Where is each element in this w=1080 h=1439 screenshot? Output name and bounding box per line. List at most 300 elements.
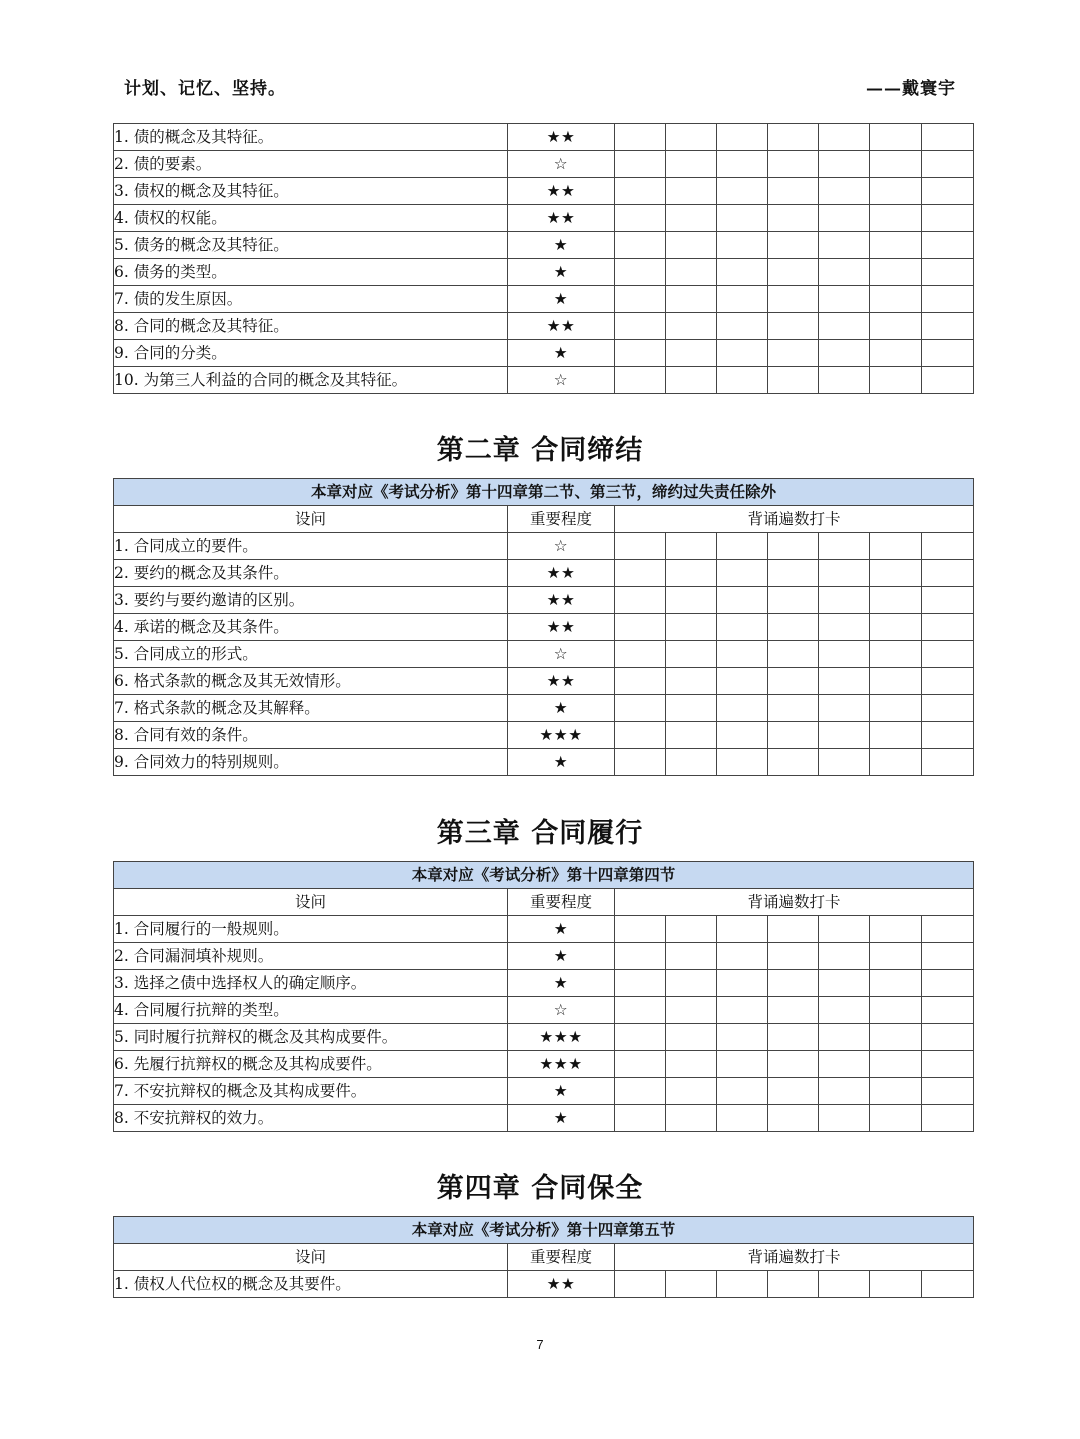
checkin-box[interactable] bbox=[922, 668, 974, 695]
table-row bbox=[114, 970, 974, 997]
checkin-box[interactable] bbox=[819, 232, 870, 259]
checkin-box[interactable] bbox=[819, 178, 870, 205]
header-motto: 计划、记忆、坚持。 bbox=[124, 79, 286, 99]
checkin-box[interactable] bbox=[870, 124, 922, 151]
checkin-box[interactable] bbox=[666, 916, 717, 943]
checkin-box[interactable] bbox=[870, 641, 922, 668]
checkin-box[interactable] bbox=[717, 1078, 768, 1105]
question-cell: 10. 为第三人利益的合同的概念及其特征。 bbox=[114, 367, 508, 394]
checkin-box[interactable] bbox=[819, 367, 870, 394]
checkin-box[interactable] bbox=[870, 1078, 922, 1105]
checkin-box[interactable] bbox=[666, 943, 717, 970]
checkin-box[interactable] bbox=[819, 560, 870, 587]
checkin-box[interactable] bbox=[768, 749, 819, 776]
section-banner-row bbox=[114, 479, 974, 506]
checkin-box[interactable] bbox=[666, 286, 717, 313]
checkin-box[interactable] bbox=[922, 695, 974, 722]
checkin-box[interactable] bbox=[615, 587, 666, 614]
checkin-box[interactable] bbox=[819, 970, 870, 997]
checkin-column-header: 背诵遍数打卡 bbox=[615, 506, 974, 533]
importance-stars: ★★ bbox=[508, 668, 615, 695]
question-cell: 3. 债权的概念及其特征。 bbox=[114, 178, 508, 205]
importance-stars: ☆ bbox=[508, 151, 615, 178]
checkin-box[interactable] bbox=[922, 614, 974, 641]
checkin-box[interactable] bbox=[922, 1078, 974, 1105]
chapter-title: 第四章 合同保全 bbox=[436, 1173, 644, 1204]
table-row bbox=[114, 668, 974, 695]
table-row bbox=[114, 259, 974, 286]
checkin-box[interactable] bbox=[615, 916, 666, 943]
question-column-header: 设问 bbox=[114, 506, 508, 533]
checkin-box[interactable] bbox=[819, 1051, 870, 1078]
checkin-box[interactable] bbox=[819, 1078, 870, 1105]
importance-stars: ★★ bbox=[508, 560, 615, 587]
checkin-box[interactable] bbox=[615, 695, 666, 722]
checkin-box[interactable] bbox=[768, 367, 819, 394]
importance-stars: ☆ bbox=[508, 641, 615, 668]
checkin-box[interactable] bbox=[768, 124, 819, 151]
question-cell: 7. 格式条款的概念及其解释。 bbox=[114, 695, 508, 722]
importance-stars: ★ bbox=[508, 916, 615, 943]
checkin-box[interactable] bbox=[870, 1024, 922, 1051]
checkin-box[interactable] bbox=[922, 533, 974, 560]
importance-stars: ★ bbox=[508, 749, 615, 776]
checkin-box[interactable] bbox=[666, 205, 717, 232]
checkin-box[interactable] bbox=[717, 232, 768, 259]
checkin-box[interactable] bbox=[768, 695, 819, 722]
checkin-box[interactable] bbox=[615, 614, 666, 641]
question-cell: 8. 合同的概念及其特征。 bbox=[114, 313, 508, 340]
table-row bbox=[114, 232, 974, 259]
section-banner: 本章对应《考试分析》第十四章第四节 bbox=[114, 862, 974, 889]
checkin-box[interactable] bbox=[615, 340, 666, 367]
checkin-box[interactable] bbox=[717, 722, 768, 749]
checkin-box[interactable] bbox=[666, 668, 717, 695]
checkin-box[interactable] bbox=[768, 668, 819, 695]
checkin-box[interactable] bbox=[717, 178, 768, 205]
page-number: 7 bbox=[536, 1337, 544, 1352]
checkin-box[interactable] bbox=[870, 205, 922, 232]
table-row bbox=[114, 722, 974, 749]
checkin-box[interactable] bbox=[819, 151, 870, 178]
checkin-box[interactable] bbox=[870, 916, 922, 943]
checkin-box[interactable] bbox=[615, 1024, 666, 1051]
checkin-box[interactable] bbox=[666, 560, 717, 587]
checkin-box[interactable] bbox=[819, 695, 870, 722]
checkin-box[interactable] bbox=[819, 205, 870, 232]
checkin-box[interactable] bbox=[870, 614, 922, 641]
checkin-box[interactable] bbox=[666, 1051, 717, 1078]
checkin-box[interactable] bbox=[819, 259, 870, 286]
checkin-box[interactable] bbox=[717, 313, 768, 340]
checkin-box[interactable] bbox=[615, 1051, 666, 1078]
checkin-box[interactable] bbox=[870, 232, 922, 259]
checkin-column-header: 背诵遍数打卡 bbox=[615, 1244, 974, 1271]
checkin-box[interactable] bbox=[768, 1051, 819, 1078]
checkin-box[interactable] bbox=[819, 340, 870, 367]
importance-stars: ★ bbox=[508, 259, 615, 286]
checkin-box[interactable] bbox=[666, 151, 717, 178]
checkin-box[interactable] bbox=[870, 1105, 922, 1132]
question-cell: 1. 债权人代位权的概念及其要件。 bbox=[114, 1271, 508, 1298]
checkin-box[interactable] bbox=[922, 313, 974, 340]
checkin-box[interactable] bbox=[870, 286, 922, 313]
table-row bbox=[114, 614, 974, 641]
table-row bbox=[114, 178, 974, 205]
column-header-row bbox=[114, 506, 974, 533]
checkin-box[interactable] bbox=[666, 1271, 717, 1298]
checkin-box[interactable] bbox=[666, 722, 717, 749]
checkin-box[interactable] bbox=[768, 722, 819, 749]
question-cell: 8. 合同有效的条件。 bbox=[114, 722, 508, 749]
checkin-box[interactable] bbox=[717, 641, 768, 668]
column-header-row bbox=[114, 1244, 974, 1271]
question-cell: 2. 合同漏洞填补规则。 bbox=[114, 943, 508, 970]
checkin-box[interactable] bbox=[666, 614, 717, 641]
importance-stars: ★★ bbox=[508, 124, 615, 151]
table-row bbox=[114, 205, 974, 232]
checkin-box[interactable] bbox=[666, 1024, 717, 1051]
importance-stars: ★★ bbox=[508, 587, 615, 614]
checkin-box[interactable] bbox=[819, 1271, 870, 1298]
importance-stars: ☆ bbox=[508, 367, 615, 394]
checkin-box[interactable] bbox=[666, 587, 717, 614]
checkin-box[interactable] bbox=[666, 232, 717, 259]
checkin-box[interactable] bbox=[615, 232, 666, 259]
checkin-box[interactable] bbox=[615, 668, 666, 695]
checkin-box[interactable] bbox=[870, 1051, 922, 1078]
checkin-box[interactable] bbox=[819, 943, 870, 970]
checkin-box[interactable] bbox=[666, 259, 717, 286]
checkin-box[interactable] bbox=[922, 1271, 974, 1298]
checkin-box[interactable] bbox=[615, 970, 666, 997]
checkin-box[interactable] bbox=[717, 367, 768, 394]
checkin-box[interactable] bbox=[666, 1078, 717, 1105]
checkin-box[interactable] bbox=[615, 560, 666, 587]
question-cell: 4. 承诺的概念及其条件。 bbox=[114, 614, 508, 641]
importance-column-header: 重要程度 bbox=[508, 506, 615, 533]
checkin-box[interactable] bbox=[666, 1105, 717, 1132]
question-cell: 4. 合同履行抗辩的类型。 bbox=[114, 997, 508, 1024]
checkin-box[interactable] bbox=[819, 124, 870, 151]
checkin-box[interactable] bbox=[768, 943, 819, 970]
checkin-box[interactable] bbox=[615, 1078, 666, 1105]
checkin-box[interactable] bbox=[922, 970, 974, 997]
section-banner-row bbox=[114, 862, 974, 889]
question-cell: 9. 合同效力的特别规则。 bbox=[114, 749, 508, 776]
question-cell: 9. 合同的分类。 bbox=[114, 340, 508, 367]
checkin-box[interactable] bbox=[615, 533, 666, 560]
checkin-box[interactable] bbox=[870, 367, 922, 394]
checkin-box[interactable] bbox=[615, 1105, 666, 1132]
checkin-box[interactable] bbox=[922, 1051, 974, 1078]
section-banner: 本章对应《考试分析》第十四章第五节 bbox=[114, 1217, 974, 1244]
importance-stars: ☆ bbox=[508, 533, 615, 560]
importance-stars: ★★ bbox=[508, 614, 615, 641]
checkin-box[interactable] bbox=[819, 668, 870, 695]
checkin-box[interactable] bbox=[922, 916, 974, 943]
checkin-box[interactable] bbox=[768, 587, 819, 614]
checkin-box[interactable] bbox=[717, 124, 768, 151]
checkin-box[interactable] bbox=[922, 943, 974, 970]
checkin-box[interactable] bbox=[922, 560, 974, 587]
importance-stars: ★ bbox=[508, 286, 615, 313]
checkin-box[interactable] bbox=[870, 313, 922, 340]
checkin-box[interactable] bbox=[615, 286, 666, 313]
table-row bbox=[114, 124, 974, 151]
checkin-box[interactable] bbox=[870, 178, 922, 205]
checkin-box[interactable] bbox=[922, 367, 974, 394]
checkin-box[interactable] bbox=[768, 533, 819, 560]
checkin-box[interactable] bbox=[768, 340, 819, 367]
checkin-box[interactable] bbox=[666, 340, 717, 367]
checkin-box[interactable] bbox=[922, 997, 974, 1024]
question-cell: 8. 不安抗辩权的效力。 bbox=[114, 1105, 508, 1132]
checkin-box[interactable] bbox=[717, 286, 768, 313]
table-row bbox=[114, 533, 974, 560]
checkin-box[interactable] bbox=[615, 1271, 666, 1298]
question-cell: 6. 债务的类型。 bbox=[114, 259, 508, 286]
checkin-box[interactable] bbox=[768, 178, 819, 205]
checkin-box[interactable] bbox=[717, 695, 768, 722]
checkin-box[interactable] bbox=[922, 722, 974, 749]
importance-stars: ★ bbox=[508, 1078, 615, 1105]
table-row bbox=[114, 286, 974, 313]
checkin-box[interactable] bbox=[819, 1024, 870, 1051]
checkin-box[interactable] bbox=[819, 313, 870, 340]
question-cell: 3. 选择之债中选择权人的确定顺序。 bbox=[114, 970, 508, 997]
checkin-box[interactable] bbox=[717, 749, 768, 776]
checkin-box[interactable] bbox=[768, 1078, 819, 1105]
checkin-box[interactable] bbox=[666, 695, 717, 722]
checkin-box[interactable] bbox=[819, 614, 870, 641]
checkin-box[interactable] bbox=[768, 205, 819, 232]
checkin-box[interactable] bbox=[922, 749, 974, 776]
checkin-box[interactable] bbox=[666, 533, 717, 560]
checkin-box[interactable] bbox=[870, 997, 922, 1024]
checkin-box[interactable] bbox=[870, 340, 922, 367]
table-row bbox=[114, 943, 974, 970]
checkin-box[interactable] bbox=[717, 259, 768, 286]
section-banner: 本章对应《考试分析》第十四章第二节、第三节，缔约过失责任除外 bbox=[114, 479, 974, 506]
checkin-box[interactable] bbox=[615, 151, 666, 178]
question-cell: 7. 不安抗辩权的概念及其构成要件。 bbox=[114, 1078, 508, 1105]
checkin-box[interactable] bbox=[870, 533, 922, 560]
checkin-box[interactable] bbox=[922, 151, 974, 178]
checkin-box[interactable] bbox=[615, 178, 666, 205]
study-plan-table bbox=[113, 861, 974, 1132]
checkin-box[interactable] bbox=[717, 1271, 768, 1298]
checkin-box[interactable] bbox=[922, 587, 974, 614]
checkin-box[interactable] bbox=[922, 259, 974, 286]
table-row bbox=[114, 1078, 974, 1105]
header-author: ——戴寰宇 bbox=[866, 79, 956, 99]
checkin-box[interactable] bbox=[819, 1105, 870, 1132]
checkin-box[interactable] bbox=[666, 367, 717, 394]
section-banner-row bbox=[114, 1217, 974, 1244]
checkin-box[interactable] bbox=[717, 1105, 768, 1132]
checkin-box[interactable] bbox=[717, 151, 768, 178]
question-cell: 1. 合同成立的要件。 bbox=[114, 533, 508, 560]
checkin-box[interactable] bbox=[615, 313, 666, 340]
importance-stars: ★★ bbox=[508, 1271, 615, 1298]
question-cell: 1. 合同履行的一般规则。 bbox=[114, 916, 508, 943]
checkin-box[interactable] bbox=[717, 533, 768, 560]
checkin-box[interactable] bbox=[717, 997, 768, 1024]
checkin-box[interactable] bbox=[819, 997, 870, 1024]
importance-stars: ★★ bbox=[508, 178, 615, 205]
checkin-box[interactable] bbox=[768, 286, 819, 313]
checkin-box[interactable] bbox=[615, 943, 666, 970]
question-column-header: 设问 bbox=[114, 1244, 508, 1271]
checkin-box[interactable] bbox=[615, 124, 666, 151]
question-cell: 4. 债权的权能。 bbox=[114, 205, 508, 232]
checkin-box[interactable] bbox=[922, 641, 974, 668]
checkin-box[interactable] bbox=[819, 749, 870, 776]
checkin-box[interactable] bbox=[666, 641, 717, 668]
checkin-box[interactable] bbox=[615, 367, 666, 394]
checkin-box[interactable] bbox=[870, 970, 922, 997]
checkin-box[interactable] bbox=[870, 749, 922, 776]
study-plan-table bbox=[113, 123, 974, 394]
checkin-box[interactable] bbox=[819, 533, 870, 560]
checkin-box[interactable] bbox=[768, 151, 819, 178]
checkin-box[interactable] bbox=[922, 232, 974, 259]
checkin-box[interactable] bbox=[717, 587, 768, 614]
question-cell: 5. 合同成立的形式。 bbox=[114, 641, 508, 668]
question-cell: 3. 要约与要约邀请的区别。 bbox=[114, 587, 508, 614]
table-row bbox=[114, 916, 974, 943]
checkin-box[interactable] bbox=[922, 340, 974, 367]
checkin-box[interactable] bbox=[615, 722, 666, 749]
checkin-box[interactable] bbox=[717, 205, 768, 232]
table-row bbox=[114, 641, 974, 668]
checkin-box[interactable] bbox=[666, 178, 717, 205]
study-plan-table bbox=[113, 1216, 974, 1298]
question-cell: 2. 债的要素。 bbox=[114, 151, 508, 178]
checkin-box[interactable] bbox=[819, 722, 870, 749]
table-row bbox=[114, 340, 974, 367]
table-row bbox=[114, 997, 974, 1024]
importance-stars: ★★★ bbox=[508, 1024, 615, 1051]
checkin-box[interactable] bbox=[717, 668, 768, 695]
table-row bbox=[114, 587, 974, 614]
table-row bbox=[114, 560, 974, 587]
importance-column-header: 重要程度 bbox=[508, 1244, 615, 1271]
checkin-box[interactable] bbox=[768, 997, 819, 1024]
checkin-box[interactable] bbox=[768, 1271, 819, 1298]
question-cell: 6. 先履行抗辩权的概念及其构成要件。 bbox=[114, 1051, 508, 1078]
checkin-box[interactable] bbox=[870, 1271, 922, 1298]
checkin-box[interactable] bbox=[870, 722, 922, 749]
chapter-title: 第三章 合同履行 bbox=[436, 818, 644, 849]
question-cell: 5. 债务的概念及其特征。 bbox=[114, 232, 508, 259]
importance-stars: ★★ bbox=[508, 205, 615, 232]
checkin-box[interactable] bbox=[768, 560, 819, 587]
checkin-box[interactable] bbox=[768, 1105, 819, 1132]
checkin-box[interactable] bbox=[666, 313, 717, 340]
importance-stars: ★ bbox=[508, 970, 615, 997]
importance-stars: ★ bbox=[508, 1105, 615, 1132]
checkin-box[interactable] bbox=[922, 205, 974, 232]
checkin-box[interactable] bbox=[666, 970, 717, 997]
checkin-box[interactable] bbox=[768, 614, 819, 641]
checkin-box[interactable] bbox=[922, 1105, 974, 1132]
checkin-box[interactable] bbox=[717, 340, 768, 367]
checkin-box[interactable] bbox=[717, 916, 768, 943]
checkin-box[interactable] bbox=[870, 668, 922, 695]
checkin-box[interactable] bbox=[922, 286, 974, 313]
checkin-box[interactable] bbox=[717, 970, 768, 997]
question-cell: 7. 债的发生原因。 bbox=[114, 286, 508, 313]
checkin-box[interactable] bbox=[768, 313, 819, 340]
table-row bbox=[114, 1024, 974, 1051]
checkin-box[interactable] bbox=[615, 997, 666, 1024]
importance-stars: ★★★ bbox=[508, 722, 615, 749]
checkin-column-header: 背诵遍数打卡 bbox=[615, 889, 974, 916]
checkin-box[interactable] bbox=[666, 749, 717, 776]
table-row bbox=[114, 313, 974, 340]
importance-stars: ★★★ bbox=[508, 1051, 615, 1078]
importance-stars: ★ bbox=[508, 232, 615, 259]
column-header-row bbox=[114, 889, 974, 916]
checkin-box[interactable] bbox=[717, 1051, 768, 1078]
checkin-box[interactable] bbox=[819, 916, 870, 943]
question-cell: 6. 格式条款的概念及其无效情形。 bbox=[114, 668, 508, 695]
checkin-box[interactable] bbox=[870, 587, 922, 614]
checkin-box[interactable] bbox=[922, 124, 974, 151]
checkin-box[interactable] bbox=[870, 943, 922, 970]
checkin-box[interactable] bbox=[870, 560, 922, 587]
importance-stars: ★ bbox=[508, 340, 615, 367]
checkin-box[interactable] bbox=[922, 1024, 974, 1051]
checkin-box[interactable] bbox=[768, 1024, 819, 1051]
checkin-box[interactable] bbox=[768, 970, 819, 997]
checkin-box[interactable] bbox=[717, 1024, 768, 1051]
importance-stars: ☆ bbox=[508, 997, 615, 1024]
checkin-box[interactable] bbox=[666, 124, 717, 151]
checkin-box[interactable] bbox=[768, 641, 819, 668]
checkin-box[interactable] bbox=[819, 641, 870, 668]
checkin-box[interactable] bbox=[615, 259, 666, 286]
table-row bbox=[114, 151, 974, 178]
checkin-box[interactable] bbox=[768, 232, 819, 259]
question-cell: 1. 债的概念及其特征。 bbox=[114, 124, 508, 151]
checkin-box[interactable] bbox=[717, 943, 768, 970]
checkin-box[interactable] bbox=[615, 641, 666, 668]
checkin-box[interactable] bbox=[870, 151, 922, 178]
checkin-box[interactable] bbox=[870, 695, 922, 722]
importance-column-header: 重要程度 bbox=[508, 889, 615, 916]
checkin-box[interactable] bbox=[615, 205, 666, 232]
table-row bbox=[114, 1271, 974, 1298]
checkin-box[interactable] bbox=[768, 259, 819, 286]
checkin-box[interactable] bbox=[768, 916, 819, 943]
checkin-box[interactable] bbox=[922, 178, 974, 205]
checkin-box[interactable] bbox=[666, 997, 717, 1024]
checkin-box[interactable] bbox=[870, 259, 922, 286]
checkin-box[interactable] bbox=[717, 560, 768, 587]
checkin-box[interactable] bbox=[819, 286, 870, 313]
checkin-box[interactable] bbox=[717, 614, 768, 641]
question-column-header: 设问 bbox=[114, 889, 508, 916]
study-plan-table bbox=[113, 478, 974, 776]
checkin-box[interactable] bbox=[819, 587, 870, 614]
checkin-box[interactable] bbox=[615, 749, 666, 776]
table-row bbox=[114, 695, 974, 722]
table-row bbox=[114, 367, 974, 394]
table-row bbox=[114, 1105, 974, 1132]
